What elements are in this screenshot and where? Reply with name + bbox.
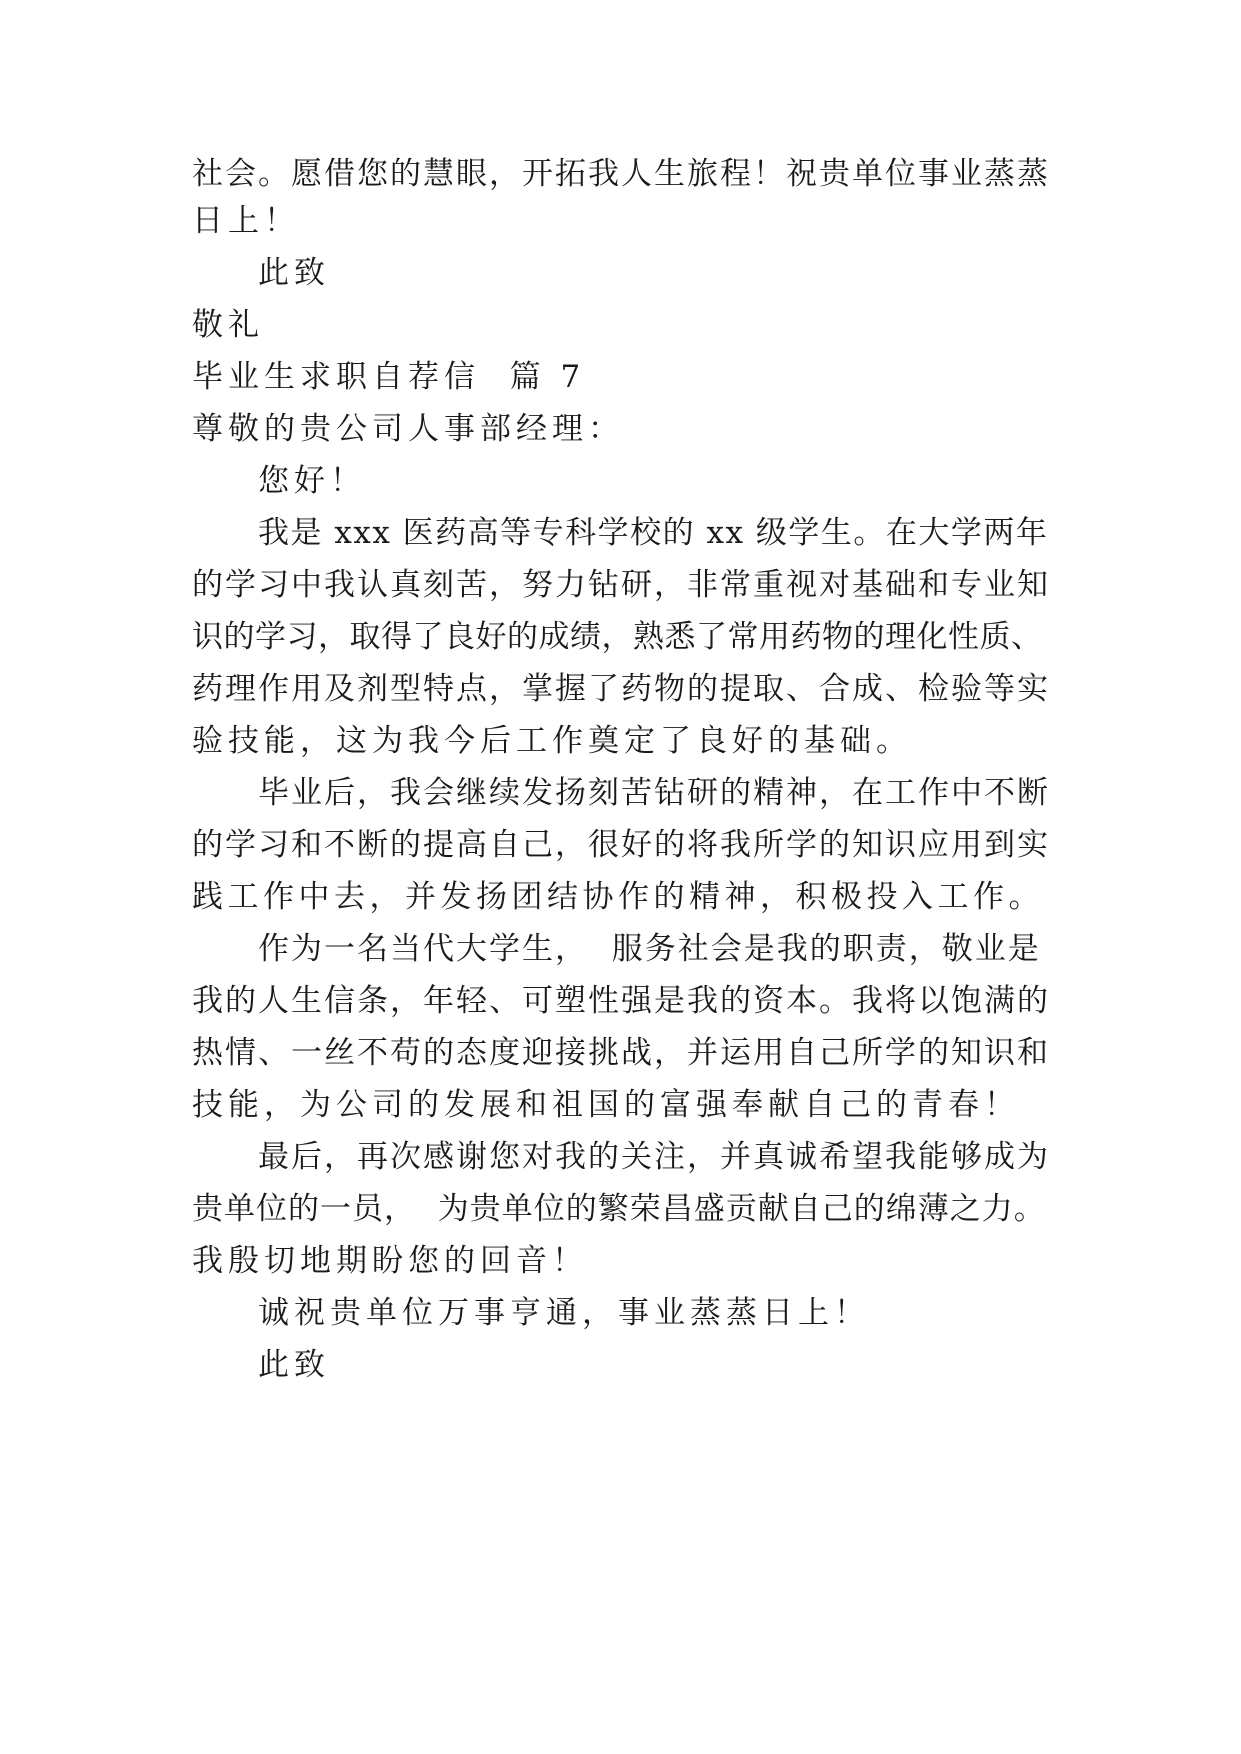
paragraph-line: 药理作用及剂型特点，掌握了药物的提取、合成、检验等实 bbox=[192, 671, 1050, 707]
paragraph-line: 技能，为公司的发展和祖国的富强奉献自己的青春！ bbox=[192, 1087, 1020, 1123]
text-line: 社会。愿借您的慧眼，开拓我人生旅程！祝贵单位事业蒸蒸 bbox=[192, 156, 1050, 192]
paragraph-line: 识的学习，取得了良好的成绩，熟悉了常用药物的理化性质、 bbox=[192, 619, 1043, 655]
paragraph-line: 毕业后，我会继续发扬刻苦钻研的精神，在工作中不断 bbox=[258, 775, 1050, 811]
paragraph-line: 我的人生信条，年轻、可塑性强是我的资本。我将以饱满的 bbox=[192, 983, 1050, 1019]
paragraph-line: 的学习和不断的提高自己，很好的将我所学的知识应用到实 bbox=[192, 827, 1050, 863]
paragraph-line: 贵单位的一员， 为贵单位的繁荣昌盛贡献自己的绵薄之力。 bbox=[192, 1191, 1046, 1227]
closing-salutation: 此致 bbox=[258, 255, 330, 291]
paragraph-line: 践工作中去，并发扬团结协作的精神，积极投入工作。 bbox=[192, 879, 1044, 915]
letter-addressee: 尊敬的贵公司人事部经理： bbox=[192, 411, 624, 447]
paragraph-line: 热情、一丝不苟的态度迎接挑战，并运用自己所学的知识和 bbox=[192, 1035, 1050, 1071]
paragraph-line: 我殷切地期盼您的回音！ bbox=[192, 1243, 588, 1279]
paragraph-line: 验技能，这为我今后工作奠定了良好的基础。 bbox=[192, 723, 912, 759]
section-heading: 毕业生求职自荐信 篇 7 bbox=[192, 359, 586, 395]
closing-regards: 敬礼 bbox=[192, 307, 264, 343]
paragraph-line: 的学习中我认真刻苦，努力钻研，非常重视对基础和专业知 bbox=[192, 567, 1050, 603]
letter-greeting: 您好！ bbox=[258, 463, 366, 499]
text-line: 日上！ bbox=[192, 203, 300, 239]
paragraph-line: 作为一名当代大学生， 服务社会是我的职责，敬业是 bbox=[258, 931, 1041, 967]
paragraph-line: 我是 xxx 医药高等专科学校的 xx 级学生。在大学两年 bbox=[258, 515, 1049, 551]
closing-salutation: 此致 bbox=[258, 1347, 330, 1383]
paragraph-line: 最后，再次感谢您对我的关注，并真诚希望我能够成为 bbox=[258, 1139, 1050, 1175]
closing-wish: 诚祝贵单位万事亨通，事业蒸蒸日上！ bbox=[258, 1295, 870, 1331]
